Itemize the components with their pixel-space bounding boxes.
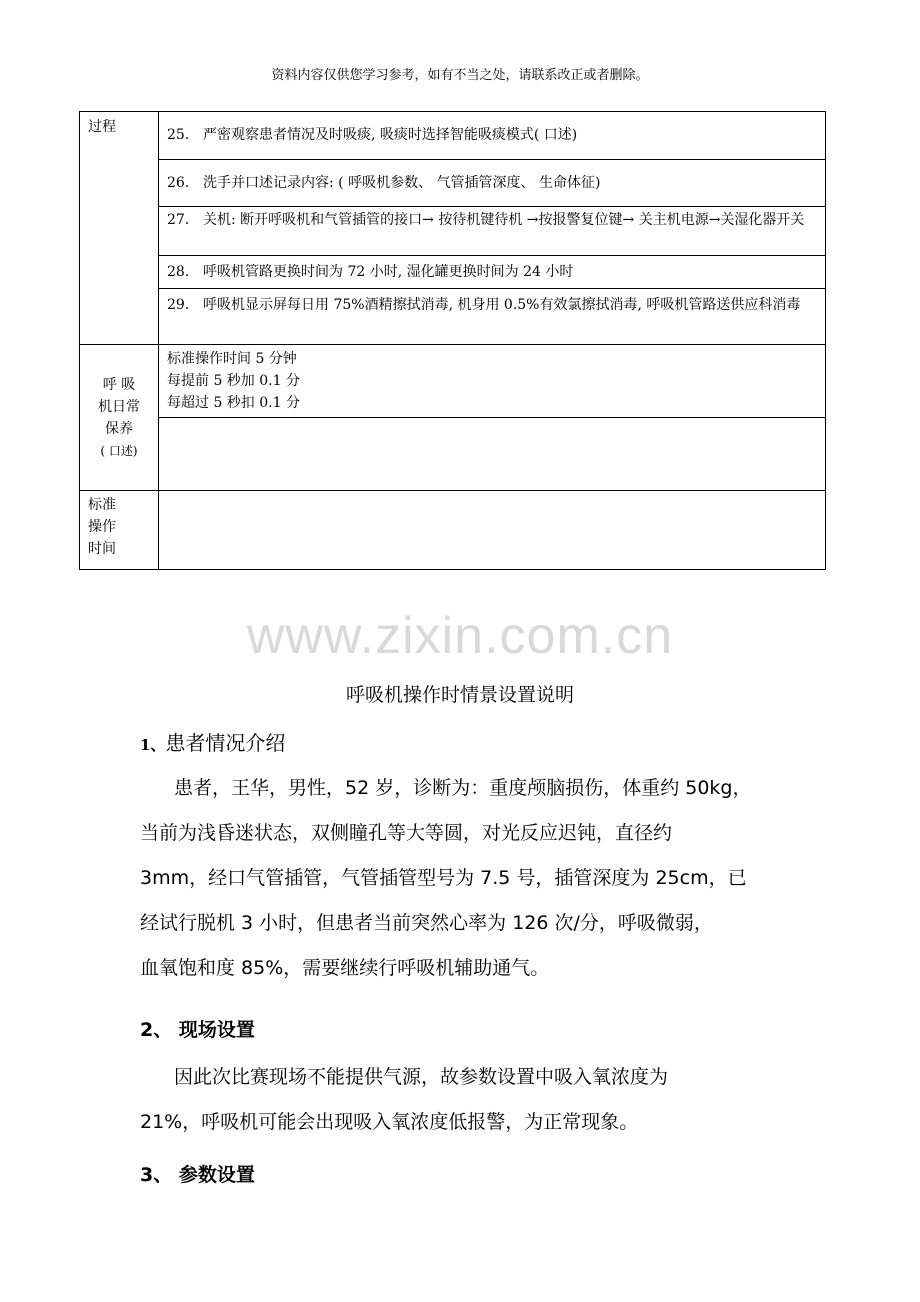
step-text: 呼吸机显示屏每日用 75%酒精擦拭消毒, 机身用 0.5%有效氯擦拭消毒, 呼吸机管路送供应科消毒 bbox=[203, 297, 801, 313]
standard-line: 每超过 5 秒扣 0.1 分 bbox=[167, 395, 300, 411]
step-row bbox=[159, 256, 826, 289]
paragraph-line: 3mm，经口气管插管，气管插管型号为 7.5 号，插管深度为 25cm，已 bbox=[140, 867, 747, 889]
paragraph-line: 因此次比赛现场不能提供气源，故参数设置中吸入氧浓度为 bbox=[174, 1066, 669, 1088]
std-time-label-line: 时间 bbox=[88, 541, 116, 557]
paragraph-line: 经试行脱机 3 小时，但患者当前突然心率为 126 次/分，呼吸微弱， bbox=[140, 912, 713, 934]
section1-number: 1、 bbox=[140, 736, 166, 754]
section2-body bbox=[140, 1055, 830, 1145]
standard-line: 每提前 5 秒加 0.1 分 bbox=[167, 373, 300, 389]
maintenance-label-line: 呼 吸 bbox=[102, 376, 136, 393]
section3-heading: 3、 参数设置 bbox=[140, 1164, 255, 1186]
standard-line: 标准操作时间 5 分钟 bbox=[167, 351, 297, 367]
paragraph-line: 21%，呼吸机可能会出现吸入氧浓度低报警，为正常现象。 bbox=[140, 1111, 639, 1133]
step-text: 严密观察患者情况及时吸痰, 吸痰时选择智能吸痰模式( 口述) bbox=[203, 127, 578, 143]
std-time-label-line: 标准 bbox=[88, 497, 116, 513]
procedure-table bbox=[79, 111, 826, 570]
step-row bbox=[159, 112, 826, 160]
step-text: 洗手并口述记录内容: ( 呼吸机参数、 气管插管深度、 生命体征) bbox=[203, 175, 601, 191]
step-row bbox=[159, 160, 826, 207]
step-number: 25． bbox=[167, 127, 199, 143]
maintenance-label-line: 保养 bbox=[105, 420, 133, 437]
paragraph-line: 当前为浅昏迷状态，双侧瞳孔等大等圆，对光反应迟钝，直径约 bbox=[140, 822, 673, 844]
section2-heading: 2、 现场设置 bbox=[140, 1019, 255, 1041]
process-label: 过程 bbox=[80, 112, 159, 345]
document-title: 呼吸机操作时情景设置说明 bbox=[345, 684, 574, 706]
empty-cell bbox=[159, 491, 826, 570]
step-number: 26． bbox=[167, 175, 199, 191]
step-number: 29． bbox=[167, 297, 199, 313]
step-number: 27． bbox=[167, 212, 199, 228]
maintenance-label-line: 机日常 bbox=[98, 398, 140, 415]
std-time-label-line: 操作 bbox=[88, 519, 116, 535]
paragraph-line: 患者，王华，男性，52 岁，诊断为：重度颅脑损伤，体重约 50kg， bbox=[174, 777, 752, 799]
section1-title: 患者情况介绍 bbox=[165, 731, 286, 755]
section1-heading bbox=[140, 727, 285, 756]
standard-time-cell bbox=[159, 345, 826, 418]
watermark: www.zixin.com.cn bbox=[246, 607, 674, 665]
page-header-note: 资料内容仅供您学习参考，如有不当之处，请联系改正或者删除。 bbox=[271, 68, 649, 83]
maintenance-label bbox=[80, 345, 159, 491]
std-time-label bbox=[80, 491, 159, 570]
step-text: 呼吸机管路更换时间为 72 小时, 湿化罐更换时间为 24 小时 bbox=[203, 264, 574, 280]
section1-body bbox=[140, 766, 830, 991]
maintenance-label-line: ( 口述) bbox=[100, 443, 138, 458]
step-number: 28． bbox=[167, 264, 199, 280]
empty-cell bbox=[159, 418, 826, 491]
step-row bbox=[159, 207, 826, 256]
step-row bbox=[159, 289, 826, 345]
step-text: 关机: 断开呼吸机和气管插管的接口→ 按待机键待机 →按报警复位键→ 关主机电源→关湿化器开关 bbox=[203, 212, 805, 228]
paragraph-line: 血氧饱和度 85%，需要继续行呼吸机辅助通气。 bbox=[140, 957, 550, 979]
